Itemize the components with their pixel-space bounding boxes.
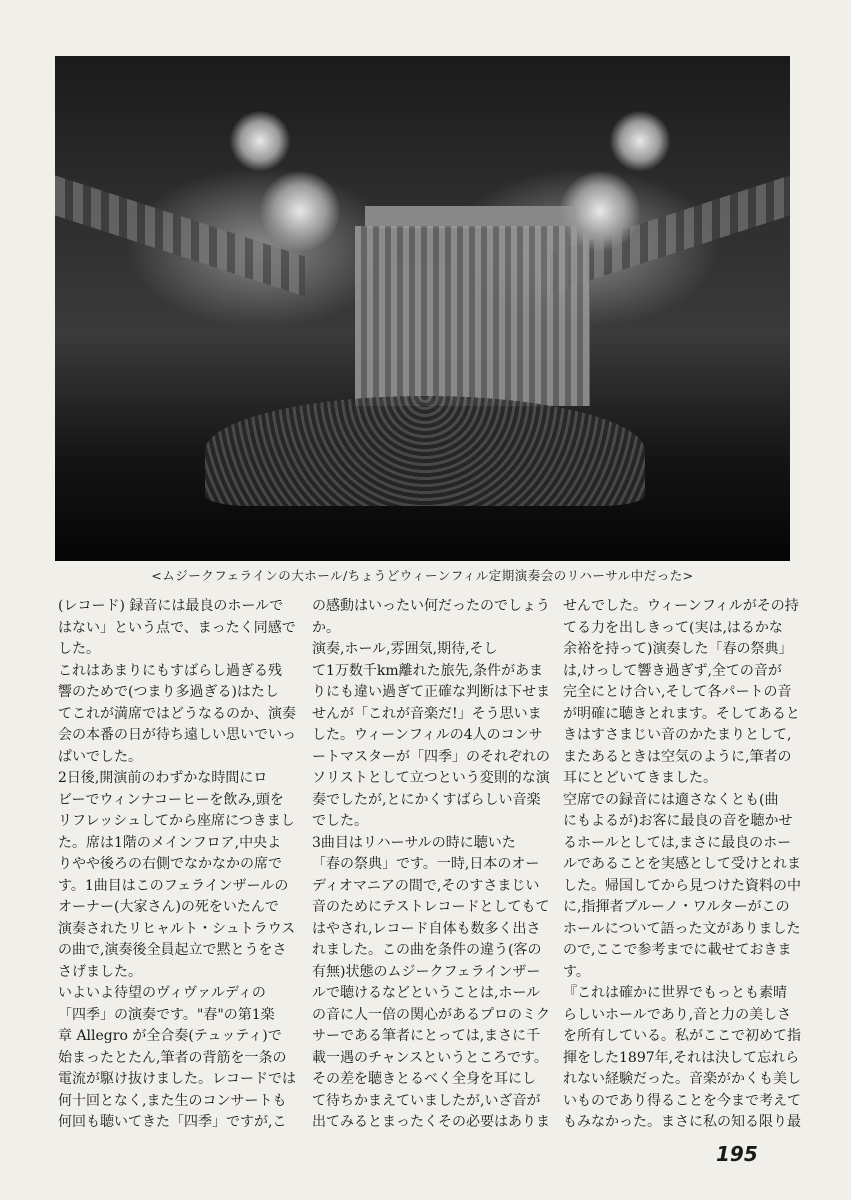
chandelier-left: [230, 111, 290, 171]
photo-caption: <ムジークフェラインの大ホール/ちょうどウィーンフィル定期演奏会のリハーサル中だった>: [151, 568, 694, 583]
text-line: した。帰国してから見つけた資料の中: [563, 877, 801, 894]
text-line: 会の本番の日が待ち遠しい思いでいっ: [58, 727, 296, 743]
text-line: オーナー(大家さん)の死をいたんで: [58, 899, 279, 915]
text-line: その差を聴きとるべく全身を耳にし: [312, 1071, 536, 1087]
text-line: せんが「これが音楽だ!」そう思いま: [312, 705, 542, 722]
text-line: て待ちかまえていましたが,いざ音が: [312, 1092, 541, 1109]
text-line: 「春の祭典」です。一時,日本のオー: [312, 856, 540, 872]
text-line: の感動はいったい何だったのでしょう: [312, 598, 550, 614]
text-line: てる力を出しきって(実は,はるかな: [563, 619, 783, 636]
text-line: もみなかった。まさに私の知る限り最: [563, 1114, 801, 1130]
organ-pipes: [355, 226, 590, 406]
text-line: 耳にとどいてきました。: [563, 770, 717, 786]
text-line: 「四季」の演奏です。"春"の第1楽: [58, 1006, 275, 1023]
text-line: いよいよ待望のヴィヴァルディの: [58, 985, 266, 1001]
text-line: 余裕を持って)演奏した「春の祭典」: [563, 641, 793, 657]
text-line: れました。この曲を条件の違う(客の: [312, 942, 542, 958]
text-line: 電流が駆け抜けました。レコードでは: [58, 1071, 296, 1087]
text-line: これはあまりにもすばらし過ぎる残: [58, 662, 282, 679]
text-column-2: [312, 596, 550, 1134]
chandelier-left-glow: [260, 171, 340, 251]
text-line: りやや後ろの右側でなかなかの席で: [58, 856, 282, 872]
text-line: ートマスターが「四季」のそれぞれの: [312, 748, 550, 765]
text-line: サーである筆者にとっては,まさに千: [312, 1028, 541, 1044]
text-line: 載一遇のチャンスというところです。: [312, 1049, 548, 1066]
text-line: 2日後,開演前のわずかな時間にロ: [58, 770, 268, 786]
text-line: 3曲目はリハーサルの時に聴いた: [312, 834, 516, 851]
text-line: 何十回となく,また生のコンサートも: [58, 1092, 287, 1109]
text-line: 始まったとたん,筆者の背筋を一条の: [58, 1049, 287, 1066]
orchestra-on-stage: [205, 396, 645, 506]
text-line: た。席は1階のメインフロア,中央よ: [58, 834, 282, 851]
text-line: 有無)状態のムジークフェラインザー: [312, 963, 541, 980]
text-line: はやされ,レコード自体も数多く出さ: [312, 920, 541, 937]
text-line: す。: [563, 963, 590, 980]
text-line: 『これは確かに世界でもっとも素晴: [563, 985, 787, 1001]
text-line: さげました。: [58, 963, 142, 980]
text-line: 何回も聴いてきた「四季」ですが,こ: [58, 1114, 287, 1130]
text-line: ホールについて語った文がありました: [563, 920, 801, 937]
text-line: らしいホールであり,音と力の美しさ: [563, 1006, 792, 1023]
page-number: 195: [716, 1142, 758, 1166]
text-line: (レコード) 録音には最良のホールで: [58, 598, 284, 614]
text-line: 章 Allegro が全合奏(テュッティ)で: [58, 1028, 282, 1044]
text-line: ビーでウィンナコーヒーを飲み,頭を: [58, 791, 284, 808]
text-line: ので,ここで参考までに載せておきま: [563, 942, 792, 958]
text-line: リフレッシュしてから座席につきまし: [58, 813, 295, 829]
text-line: の曲で,演奏後全員起立で黙とうをさ: [58, 942, 287, 958]
text-line: 完全にとけ合い,そして各パートの音: [563, 684, 792, 700]
text-line: れない経験だった。音楽がかくも美し: [563, 1071, 801, 1087]
text-line: はない」という点で、まったく同感で: [58, 619, 296, 636]
text-line: は,けっして響き過ぎず,全ての音が: [563, 662, 782, 679]
text-column-3: [563, 596, 801, 1134]
text-line: が明確に聴きとれます。そしてあると: [563, 705, 800, 722]
text-line: 奏でしたが,とにかくすばらしい音楽: [312, 791, 541, 808]
text-line: るホールとしては,まさに最良のホー: [563, 834, 792, 851]
text-line: 演奏,ホール,雰囲気,期待,そし: [312, 641, 498, 657]
text-line: の音に人一倍の関心があるプロのミク: [312, 1006, 550, 1023]
organ-pediment: [365, 206, 580, 228]
text-line: 揮をした1897年,それは決して忘れら: [563, 1049, 800, 1066]
concert-hall-photo: [55, 56, 790, 561]
text-line: て1万数千km離れた旅先,条件があま: [312, 662, 544, 679]
text-line: 空席での録音には適さなくとも(曲: [563, 791, 779, 808]
text-line: ルで聴けるなどということは,ホール: [312, 985, 541, 1001]
chandelier-right-glow: [560, 171, 640, 251]
text-line: を所有している。私がここで初めて指: [563, 1028, 801, 1044]
text-line: せんでした。ウィーンフィルがその持: [563, 598, 799, 614]
text-line: 出てみるとまったくその必要はありま: [312, 1114, 550, 1130]
text-line: ルであることを実感として受けとれま: [563, 856, 801, 872]
text-line: 演奏されたリヒャルト・シュトラウス: [58, 920, 296, 937]
text-line: 音のためにテストレコードとしてもて: [312, 899, 550, 915]
text-line: にもよるが)お客に最良の音を聴かせ: [563, 813, 793, 829]
text-line: か。: [312, 619, 340, 636]
text-line: いものであり得ることを今まで考えて: [563, 1092, 801, 1109]
text-line: した。ウィーンフィルの4人のコンサ: [312, 727, 543, 743]
text-line: でした。: [312, 813, 368, 829]
chandelier-right: [610, 111, 670, 171]
text-line: ソリストとして立つという変則的な演: [312, 770, 550, 786]
text-line: またあるときは空気のように,筆者の: [563, 748, 792, 765]
text-line: ぱいでした。: [58, 748, 142, 765]
text-line: てこれが満席ではどうなるのか、演奏: [58, 705, 296, 722]
text-line: した。: [58, 641, 100, 657]
text-line: りにも違い過ぎて正確な判断は下せま: [312, 684, 550, 700]
text-line: ディオマニアの間で,そのすさまじい: [312, 877, 540, 894]
text-line: 響のためで(つまり多過ぎる)はたし: [58, 684, 279, 700]
text-line: す。1曲目はこのフェラインザールの: [58, 877, 289, 894]
text-line: きはすさまじい音のかたまりとして,: [563, 727, 792, 743]
text-column-1: [58, 596, 296, 1134]
text-line: に,指揮者ブルーノ・ワルターがこの: [563, 899, 790, 915]
